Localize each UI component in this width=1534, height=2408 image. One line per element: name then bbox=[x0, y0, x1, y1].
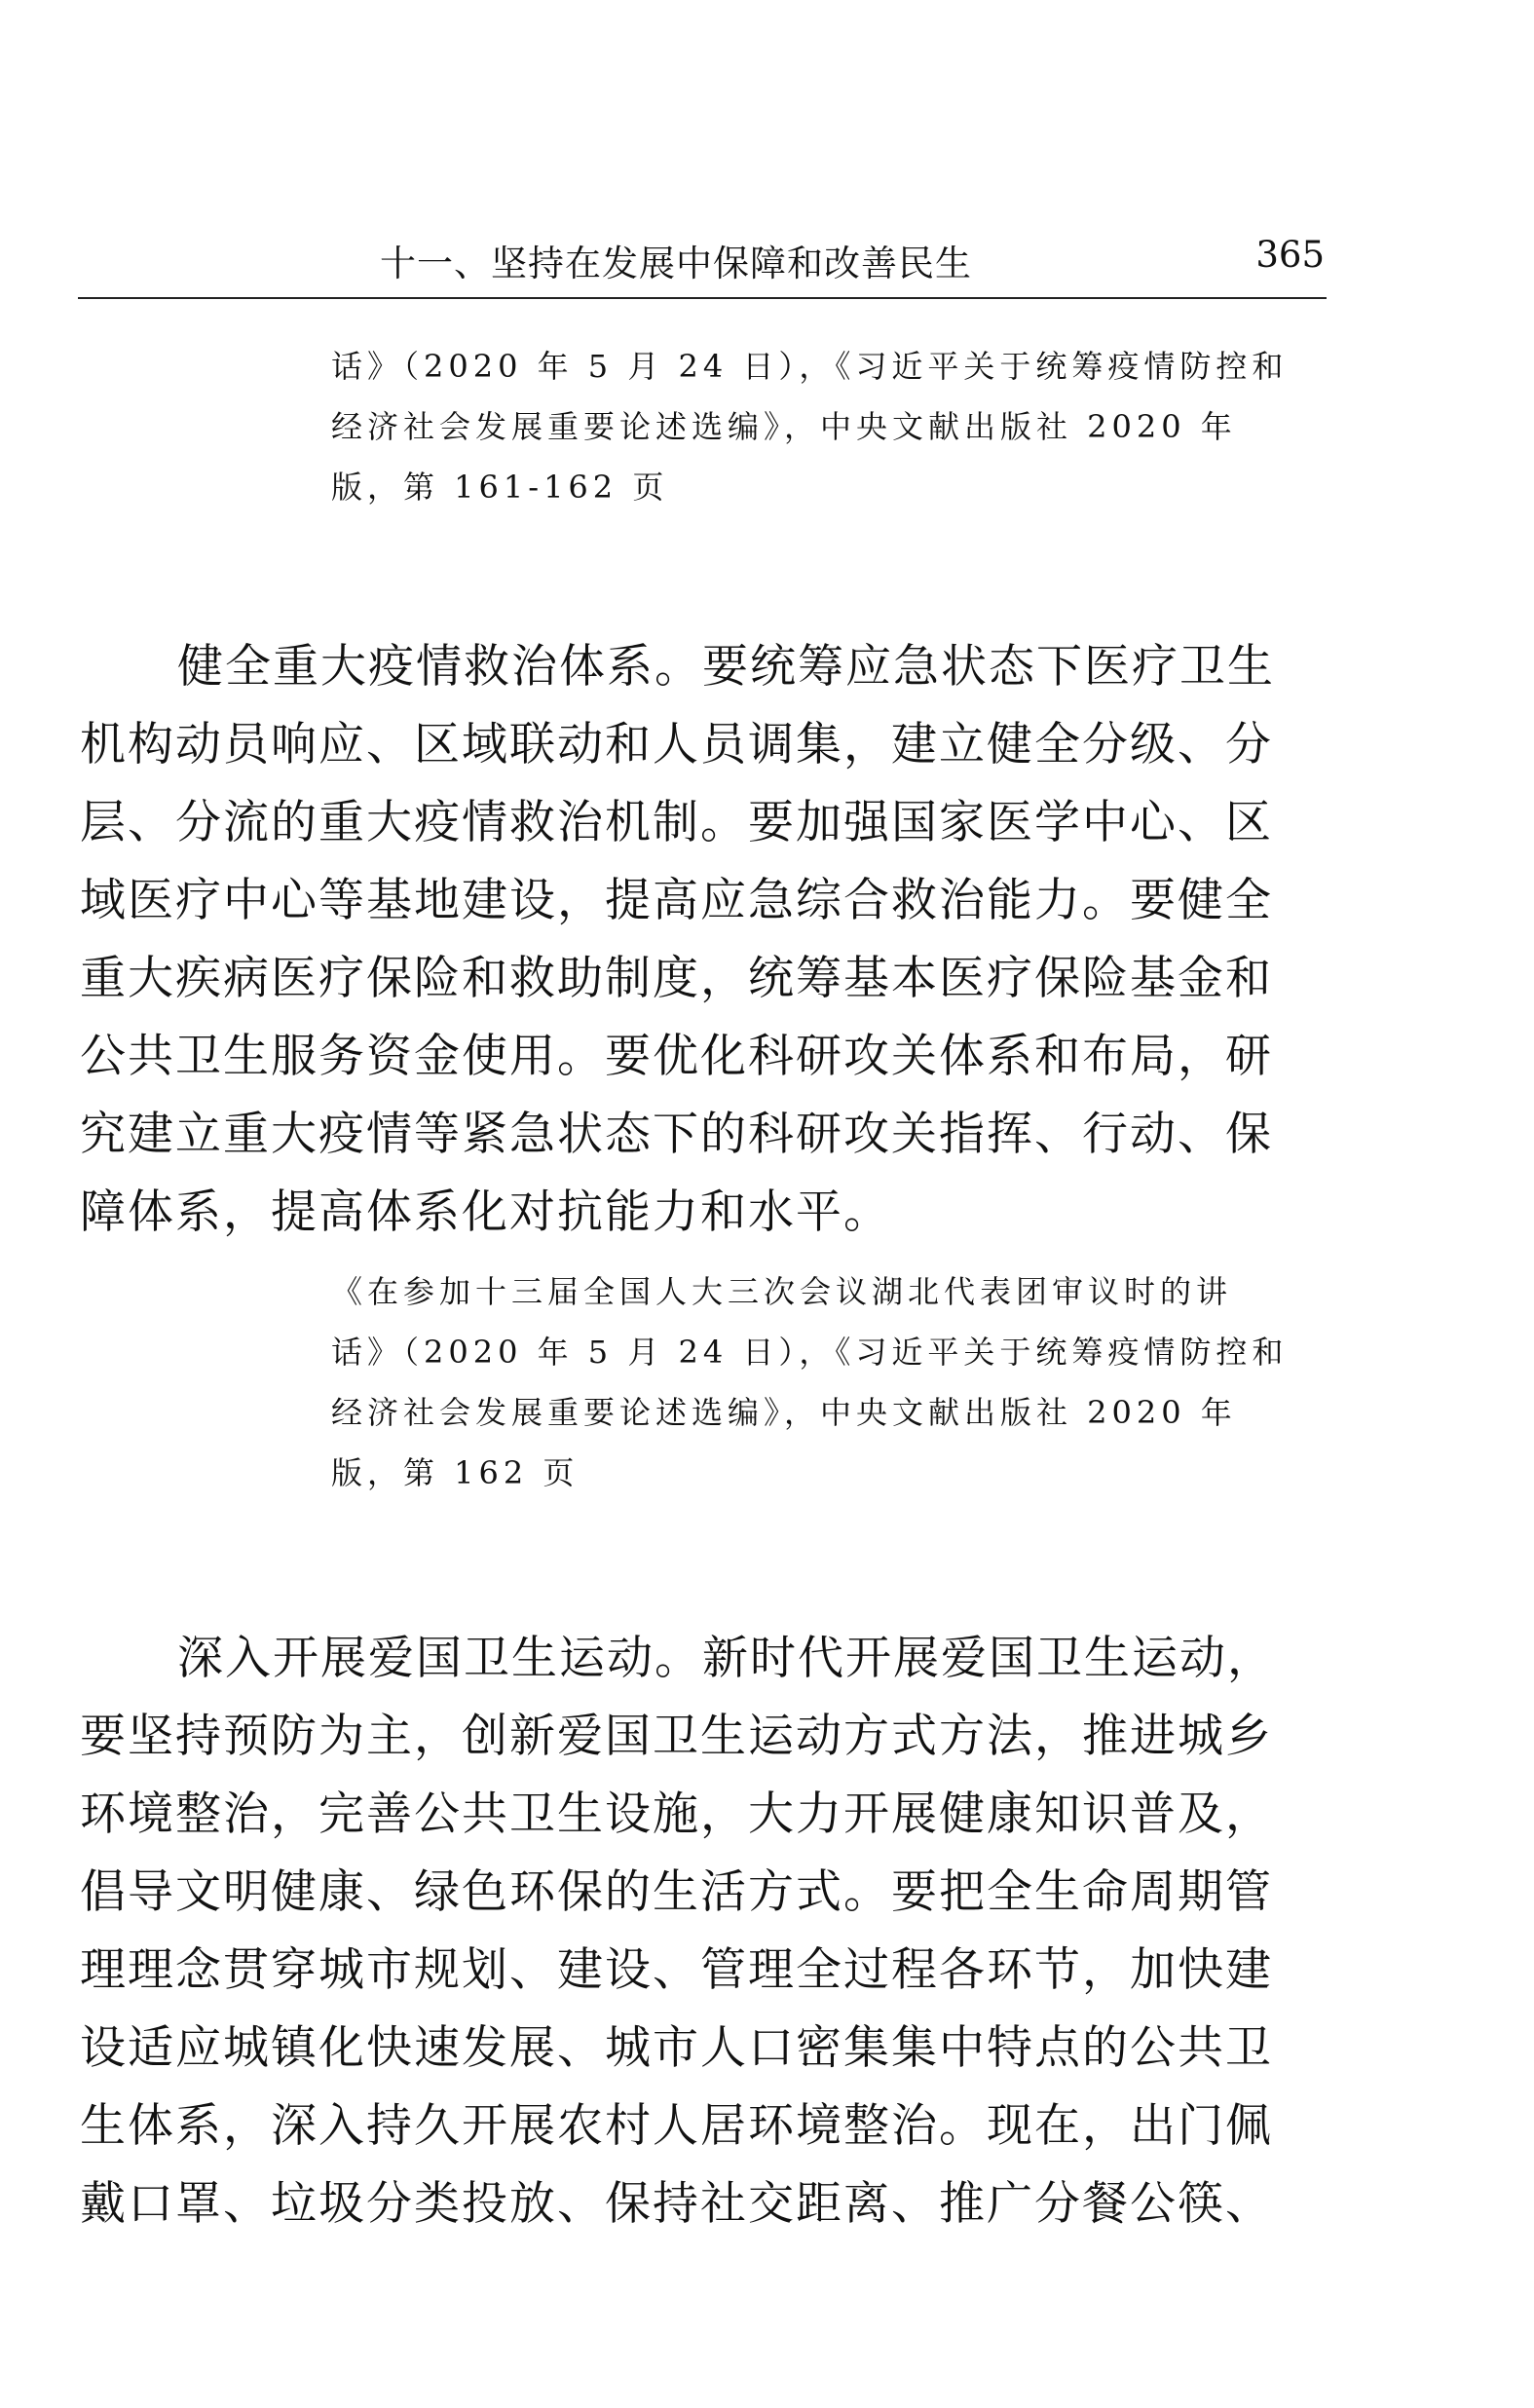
paragraph-line: 环境整治，完善公共卫生设施，大力开展健康知识普及， bbox=[80, 1787, 1273, 1841]
paragraph-line: 生体系，深入持久开展农村人居环境整治。现在，出门佩 bbox=[80, 2099, 1273, 2153]
paragraph-line: 设适应城镇化快速发展、城市人口密集集中特点的公共卫 bbox=[80, 2021, 1273, 2075]
citation-line: 经济社会发展重要论述选编》，中央文献出版社 2020 年 bbox=[331, 1394, 1237, 1431]
citation-line: 版，第 161-162 页 bbox=[331, 469, 669, 506]
citation-line: 话》（2020 年 5 月 24 日），《习近平关于统筹疫情防控和 bbox=[331, 348, 1289, 385]
paragraph-line: 要坚持预防为主，创新爱国卫生运动方式方法，推进城乡 bbox=[80, 1710, 1273, 1763]
paragraph-line: 理理念贯穿城市规划、建设、管理全过程各环节，加快建 bbox=[80, 1943, 1273, 1997]
citation-line: 话》（2020 年 5 月 24 日），《习近平关于统筹疫情防控和 bbox=[331, 1334, 1289, 1371]
paragraph-line: 层、分流的重大疫情救治机制。要加强国家医学中心、区 bbox=[80, 796, 1273, 849]
paragraph-line: 机构动员响应、区域联动和人员调集，建立健全分级、分 bbox=[80, 718, 1273, 771]
citation-mid bbox=[331, 1261, 1325, 1503]
running-header bbox=[78, 226, 1325, 304]
paragraph-line: 健全重大疫情救治体系。要统筹应急状态下医疗卫生 bbox=[177, 640, 1275, 694]
chapter-title: 十一、坚持在发展中保障和改善民生 bbox=[380, 243, 972, 284]
paragraph-line: 倡导文明健康、绿色环保的生活方式。要把全生命周期管 bbox=[80, 1865, 1273, 1919]
paragraph-line: 域医疗中心等基地建设，提高应急综合救治能力。要健全 bbox=[80, 874, 1273, 927]
paragraph-line: 重大疾病医疗保险和救助制度，统筹基本医疗保险基金和 bbox=[80, 952, 1273, 1005]
paragraph-line: 深入开展爱国卫生运动。新时代开展爱国卫生运动， bbox=[177, 1632, 1275, 1685]
paragraph-line: 究建立重大疫情等紧急状态下的科研攻关指挥、行动、保 bbox=[80, 1108, 1273, 1161]
header-rule bbox=[78, 297, 1327, 299]
citation-line: 《在参加十三届全国人大三次会议湖北代表团审议时的讲 bbox=[331, 1273, 1233, 1310]
page-number: 365 bbox=[1255, 234, 1325, 276]
paragraph-line: 障体系，提高体系化对抗能力和水平。 bbox=[80, 1185, 891, 1239]
citation-line: 版，第 162 页 bbox=[331, 1454, 580, 1491]
citation-top bbox=[331, 336, 1325, 517]
paragraph-line: 公共卫生服务资金使用。要优化科研攻关体系和布局，研 bbox=[80, 1030, 1273, 1083]
paragraph-line: 戴口罩、垃圾分类投放、保持社交距离、推广分餐公筷、 bbox=[80, 2177, 1273, 2231]
body-paragraph-2 bbox=[80, 1620, 1332, 2243]
body-paragraph-1 bbox=[80, 628, 1332, 1252]
citation-line: 经济社会发展重要论述选编》，中央文献出版社 2020 年 bbox=[331, 408, 1237, 445]
